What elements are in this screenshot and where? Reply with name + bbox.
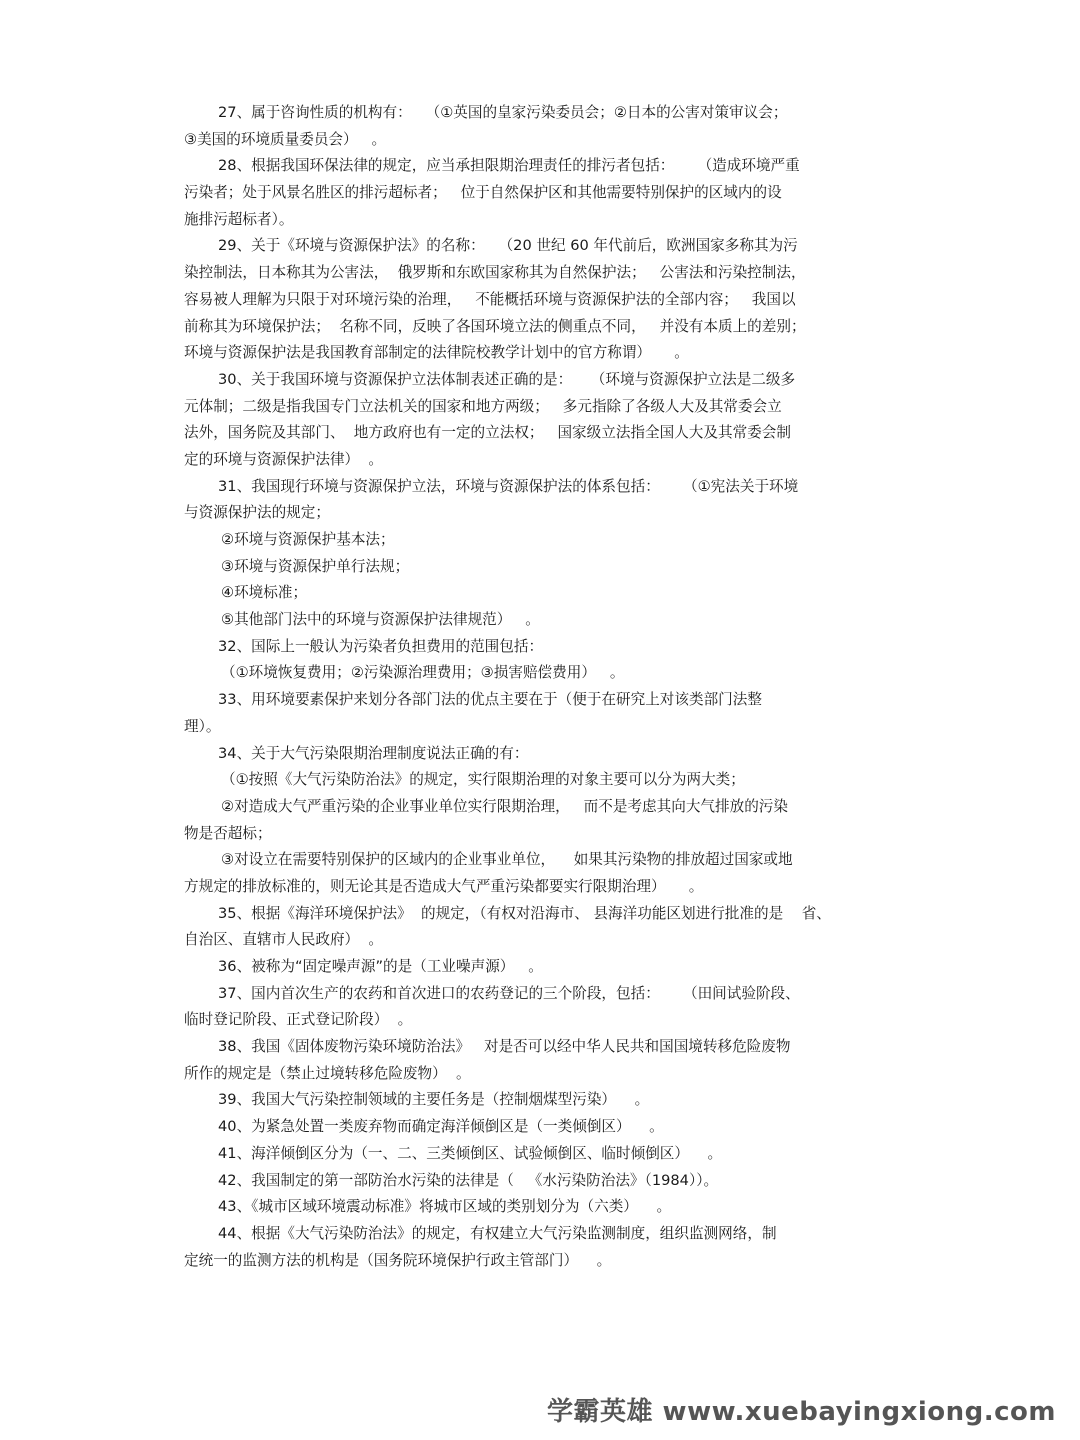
text-line: 定统一的监测方法的机构是（国务院环境保护行政主管部门） 。 bbox=[184, 1251, 612, 1269]
text-line: ③对设立在需要特别保护的区域内的企业事业单位， 如果其污染物的排放超过国家或地 bbox=[221, 851, 793, 869]
text-line: 污染者；处于风景名胜区的排污超标者； 位于自然保护区和其他需要特别保护的区域内的设 bbox=[184, 184, 782, 202]
watermark: 学霸英雄 www.xuebayingxiong.com bbox=[547, 1397, 1056, 1427]
text-line: 自治区、直辖市人民政府） 。 bbox=[184, 931, 383, 949]
text-line: 施排污超标者）。 bbox=[184, 210, 294, 228]
text-line: 42、我国制定的第一部防治水污染的法律是（ 《水污染防治法》（1984））。 bbox=[218, 1171, 719, 1189]
text-line: 28、根据我国环保法律的规定，应当承担限期治理责任的排污者包括： （造成环境严重 bbox=[218, 157, 800, 175]
text-line: 法外，国务院及其部门、 地方政府也有一定的立法权； 国家级立法指全国人大及其常委会制 bbox=[184, 424, 791, 442]
text-line: （①环境恢复费用；②污染源治理费用；③损害赔偿费用） 。 bbox=[221, 664, 625, 682]
text-line: 方规定的排放标准的，则无论其是否造成大气严重污染都要实行限期治理） 。 bbox=[184, 877, 704, 895]
text-line: 理）。 bbox=[184, 717, 221, 735]
text-line: 35、根据《海洋环境保护法》 的规定，（有权对沿海市、 县海洋功能区划进行批准的是 省、 bbox=[218, 904, 831, 922]
text-line: 43、《城市区域环境震动标准》将城市区域的类别划分为（六类） 。 bbox=[218, 1198, 672, 1216]
text-line: 前称其为环境保护法； 名称不同，反映了各国环境立法的侧重点不同， 并没有本质上的差别； bbox=[184, 317, 806, 335]
text-line: （①按照《大气污染防治法》的规定，实行限期治理的对象主要可以分为两大类； bbox=[221, 771, 745, 789]
text-line: 30、关于我国环境与资源保护立法体制表述正确的是： （环境与资源保护立法是二级多 bbox=[218, 370, 796, 388]
text-line: 29、关于《环境与资源保护法》的名称： （20 世纪 60 年代前后，欧洲国家多称其为污 bbox=[218, 237, 798, 255]
text-line: ②环境与资源保护基本法； bbox=[221, 531, 395, 548]
text-line: 37、国内首次生产的农药和首次进口的农药登记的三个阶段，包括： （田间试验阶段、 bbox=[218, 984, 800, 1002]
text-line: 容易被人理解为只限于对环境污染的治理， 不能概括环境与资源保护法的全部内容； 我国以 bbox=[184, 290, 796, 308]
text-line: ③环境与资源保护单行法规； bbox=[221, 557, 410, 575]
text-line: 36、被称为“固定噪声源”的是（工业噪声源） 。 bbox=[218, 958, 543, 975]
text-line: 与资源保护法的规定； bbox=[184, 504, 330, 522]
text-line: 染控制法，日本称其为公害法， 俄罗斯和东欧国家称其为自然保护法； 公害法和污染控制法， bbox=[184, 264, 806, 282]
text-line: 环境与资源保护法是我国教育部制定的法律院校教学计划中的官方称谓） 。 bbox=[184, 344, 689, 362]
text-line: 33、用环境要素保护来划分各部门法的优点主要在于（便于在研究上对该类部门法整 bbox=[218, 691, 762, 709]
document-body bbox=[184, 100, 899, 1274]
text-line: 38、我国《固体废物污染环境防治法》 对是否可以经中华人民共和国国境转移危险废物 bbox=[218, 1038, 791, 1056]
text-line: 39、我国大气污染控制领域的主要任务是（控制烟煤型污染） 。 bbox=[218, 1091, 650, 1109]
text-line: ②对造成大气严重污染的企业事业单位实行限期治理， 而不是考虑其向大气排放的污染 bbox=[221, 797, 788, 815]
text-line: ⑤其他部门法中的环境与资源保护法律规范） 。 bbox=[221, 611, 540, 629]
text-line: 27、属于咨询性质的机构有： （①英国的皇家污染委员会；②日本的公害对策审议会； bbox=[218, 104, 788, 121]
text-line: 定的环境与资源保护法律） 。 bbox=[184, 450, 383, 468]
text-line: ④环境标准； bbox=[221, 584, 308, 602]
text-line: 临时登记阶段、正式登记阶段） 。 bbox=[184, 1011, 413, 1029]
text-line: 34、关于大气污染限期治理制度说法正确的有： bbox=[218, 744, 529, 762]
text-line: 物是否超标； bbox=[184, 824, 272, 842]
text-line: 所作的规定是（禁止过境转移危险废物） 。 bbox=[184, 1064, 471, 1082]
text-line: 32、国际上一般认为污染者负担费用的范围包括： bbox=[218, 637, 544, 655]
text-line: 41、海洋倾倒区分为（一、二、三类倾倒区、试验倾倒区、临时倾倒区） 。 bbox=[218, 1144, 723, 1162]
text-line: 31、我国现行环境与资源保护立法，环境与资源保护法的体系包括： （①宪法关于环境 bbox=[218, 477, 799, 495]
text-line: 40、为紧急处置一类废弃物而确定海洋倾倒区是（一类倾倒区） 。 bbox=[218, 1118, 664, 1136]
text-line: 元体制；二级是指我国专门立法机关的国家和地方两级； 多元指除了各级人大及其常委会立 bbox=[184, 397, 782, 415]
text-line: 44、根据《大气污染防治法》的规定，有权建立大气污染监测制度，组织监测网络，制 bbox=[218, 1224, 777, 1242]
text-line: ③美国的环境质量委员会） 。 bbox=[184, 130, 387, 148]
